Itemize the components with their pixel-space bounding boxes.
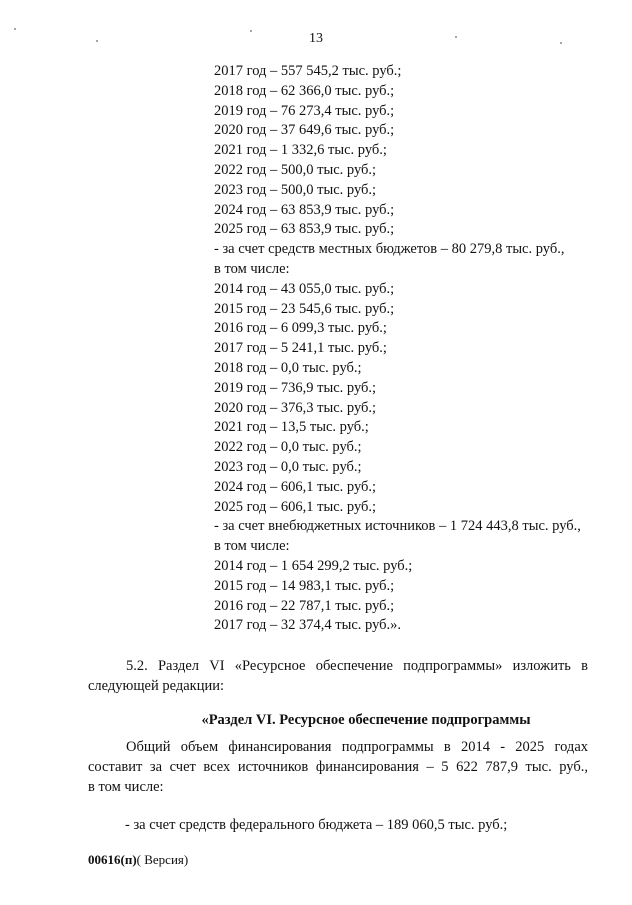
total-financing-paragraph [88, 737, 588, 797]
funding-line: в том числе: [214, 538, 290, 555]
scan-speck [14, 28, 16, 30]
funding-line: 2023 год – 500,0 тыс. руб.; [214, 181, 377, 198]
scan-speck [96, 40, 98, 42]
funding-line: 2025 год – 606,1 тыс. руб.; [214, 498, 377, 515]
funding-line: 2017 год – 557 545,2 тыс. руб.; [214, 63, 402, 79]
funding-line: 2018 год – 0,0 тыс. руб.; [214, 359, 362, 376]
funding-line: 2014 год – 1 654 299,2 тыс. руб.; [214, 557, 413, 574]
document-footer [88, 851, 188, 869]
funding-line: 2020 год – 37 649,6 тыс. руб.; [214, 122, 395, 139]
section-5-2-paragraph [88, 656, 588, 696]
federal-budget-line: - за счет средств федерального бюджета – 189 060,5 тыс. руб.; [125, 817, 508, 833]
funding-line: - за счет средств местных бюджетов – 80 279,8 тыс. руб., [214, 241, 565, 258]
document-code: 00616(п) [88, 852, 137, 867]
page-number: 13 [309, 31, 323, 46]
funding-line: 2016 год – 6 099,3 тыс. руб.; [214, 320, 387, 337]
funding-line: 2023 год – 0,0 тыс. руб.; [214, 458, 362, 475]
funding-line: 2024 год – 606,1 тыс. руб.; [214, 478, 377, 495]
funding-line: 2019 год – 76 273,4 тыс. руб.; [214, 102, 395, 119]
funding-line: 2015 год – 14 983,1 тыс. руб.; [214, 577, 395, 594]
paragraph-line: составит за счет всех источников финансирования – 5 622 787,9 тыс. руб., [88, 759, 588, 775]
funding-line: 2017 год – 32 374,4 тыс. руб.». [214, 617, 402, 634]
funding-line: 2014 год – 43 055,0 тыс. руб.; [214, 280, 395, 297]
paragraph-line: Общий объем финансирования подпрограммы в 2014 - 2025 годах [126, 739, 588, 755]
funding-line: 2022 год – 0,0 тыс. руб.; [214, 439, 362, 456]
paragraph-line: в том числе: [88, 779, 164, 795]
funding-line: в том числе: [214, 260, 290, 277]
funding-line: 2022 год – 500,0 тыс. руб.; [214, 161, 377, 178]
funding-line: 2020 год – 376,3 тыс. руб.; [214, 399, 377, 416]
scan-speck [250, 30, 252, 32]
funding-line: 2021 год – 1 332,6 тыс. руб.; [214, 142, 387, 159]
section-heading: «Раздел VI. Ресурсное обеспечение подпрограммы [201, 712, 531, 728]
funding-list [214, 62, 624, 636]
paragraph-line: 5.2. Раздел VI «Ресурсное обеспечение подпрограммы» изложить в [126, 658, 588, 674]
funding-line: 2016 год – 22 787,1 тыс. руб.; [214, 597, 395, 614]
scan-speck [560, 42, 562, 44]
scan-speck [455, 36, 457, 38]
funding-line: 2015 год – 23 545,6 тыс. руб.; [214, 300, 395, 317]
funding-line: 2021 год – 13,5 тыс. руб.; [214, 419, 369, 436]
funding-line: - за счет внебюджетных источников – 1 724 443,8 тыс. руб., [214, 518, 581, 535]
funding-line: 2025 год – 63 853,9 тыс. руб.; [214, 221, 395, 238]
funding-line: 2018 год – 62 366,0 тыс. руб.; [214, 82, 395, 99]
funding-line: 2024 год – 63 853,9 тыс. руб.; [214, 201, 395, 218]
funding-line: 2017 год – 5 241,1 тыс. руб.; [214, 340, 387, 357]
paragraph-line: следующей редакции: [88, 678, 225, 694]
funding-line: 2019 год – 736,9 тыс. руб.; [214, 379, 377, 396]
document-version: ( Версия) [136, 852, 189, 867]
